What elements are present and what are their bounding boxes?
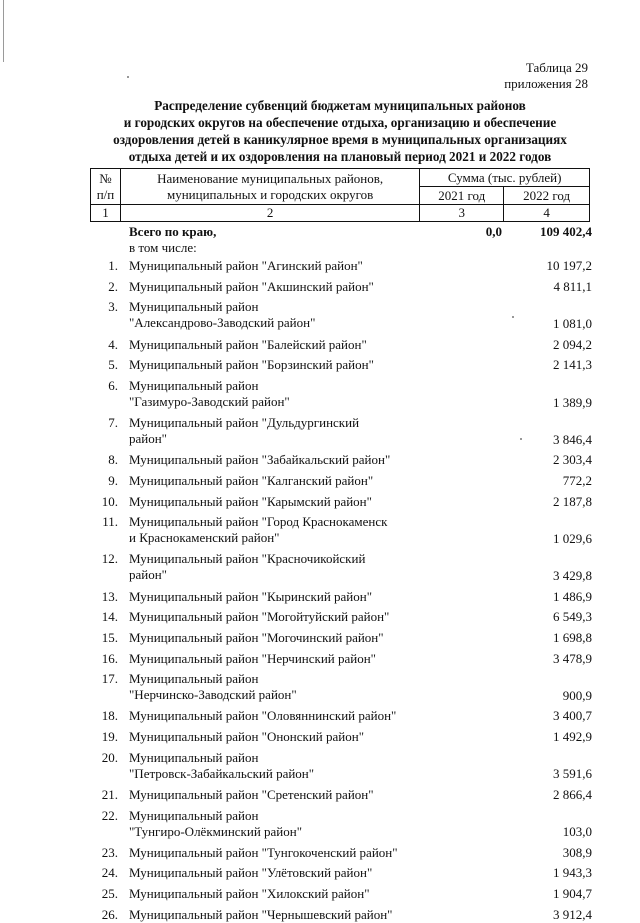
row-name [129,651,429,667]
row-name [129,589,429,605]
row-name [129,258,429,274]
row-name [129,494,429,510]
header-cell-year-2021: 2021 год [420,187,504,205]
row-value-2022: 10 197,2 [546,258,592,273]
row-number: 7. [108,415,118,430]
row-name [129,378,429,410]
row-name-line: Муниципальный район "Ононский район" [129,729,365,744]
row-number: 3. [108,299,118,315]
row-value-2022: 6 549,3 [553,609,592,625]
row-name-line: Муниципальный район "Сретенский район" [129,786,374,802]
row-number: 5. [108,357,118,373]
row-name-line: Муниципальный район "Тунгокоченский район" [129,844,398,860]
row-name-line: "Петровск-Забайкальский район" [129,765,315,781]
row-number: 19. [101,729,118,744]
row-number: 9. [108,472,118,488]
row-number: 11. [102,514,118,530]
row-name-line: Муниципальный район "Чернышевский район" [129,906,393,922]
row-name-line: Муниципальный район "Хилокский район" [129,886,370,901]
row-value-2022: 1 904,7 [553,886,592,901]
row-name [129,279,429,295]
row-value-2022: 2 141,3 [553,357,592,373]
row-name [129,750,429,782]
row-value-2022: 2 187,8 [553,493,592,509]
row-number: 16. [101,650,118,666]
row-number: 18. [101,708,118,724]
row-name [129,630,429,646]
title-line: оздоровления детей в каникулярное время в муниципальных организациях [113,132,567,147]
row-value-2022: 1 492,9 [553,729,592,744]
row-name [129,808,429,840]
row-name [129,609,429,625]
row-name-line: Муниципальный район "Балейский район" [129,336,367,352]
row-value-2022: 1 486,9 [553,588,592,604]
row-number: 20. [101,749,118,765]
title-line: и городских округов на обеспечение отдыха, организацию и обеспечение [123,115,557,130]
row-value-2022: 3 912,4 [553,906,592,922]
row-name-line: Муниципальный район "Красночикойский [129,551,366,567]
row-name-line: район" [129,567,167,583]
row-value-2022: 2 094,2 [553,336,592,352]
row-name-line: Муниципальный район "Могочинский район" [129,629,384,645]
column-index-3: 3 [420,205,504,222]
scan-edge-line [3,0,4,62]
row-name [129,415,429,447]
row-name [129,787,429,803]
row-name-line: Муниципальный район "Карымский район" [129,493,372,509]
row-number: 22. [101,807,118,823]
row-value-2022: 2 303,4 [553,452,592,468]
row-number: 4. [108,336,118,352]
row-name-line: Муниципальный район [129,749,259,765]
row-value-2022: 1 029,6 [553,530,592,546]
header-cell-name: Наименование муниципальных районов, муниципальных и городских округов [120,169,419,205]
row-value-2022: 1 943,3 [553,865,592,881]
row-number: 12. [101,551,118,567]
row-value-2022: 2 866,4 [553,786,592,802]
row-value-2022: 103,0 [562,824,592,840]
row-number: 6. [108,377,118,393]
row-name [129,514,429,546]
row-name-line: Муниципальный район "Дульдургинский [129,415,360,430]
row-name-line: Муниципальный район "Забайкальский район" [129,452,391,468]
row-name-line: Муниципальный район "Улётовский район" [129,865,373,881]
row-name-line: Муниципальный район "Агинский район" [129,258,363,273]
row-number: 8. [108,452,118,468]
row-name [129,299,429,331]
row-name-line: Муниципальный район [129,671,259,687]
row-name [129,671,429,703]
row-name-line: Муниципальный район "Борзинский район" [129,357,374,373]
row-name-line: "Александрово-Заводский район" [129,315,316,331]
row-name-line: Муниципальный район "Могойтуйский район" [129,609,390,625]
row-name-line: и Краснокаменский район" [129,530,280,546]
row-number: 21. [101,786,118,802]
table-header [90,168,590,222]
row-name-line: "Нерчинско-Заводский район" [129,687,297,703]
total-value-2021: 0,0 [485,224,502,239]
column-index-2: 2 [120,205,419,222]
row-value-2022: 3 591,6 [553,766,592,782]
row-name [129,473,429,489]
row-number: 15. [101,629,118,645]
including-label: в том числе: [129,240,197,255]
row-name-line: Муниципальный район [129,807,259,823]
row-value-2022: 308,9 [562,844,592,860]
row-name [129,845,429,861]
row-number: 14. [101,609,118,625]
row-value-2022: 1 698,8 [553,629,592,645]
row-value-2022: 3 429,8 [553,568,592,584]
row-name [129,865,429,881]
row-name-line: Муниципальный район "Нерчинский район" [129,650,376,666]
row-name [129,357,429,373]
document-title [80,97,600,165]
row-name [129,886,429,902]
row-value-2022: 900,9 [562,687,592,703]
row-name-line: Муниципальный район [129,377,259,393]
column-index-4: 4 [504,205,590,222]
row-name [129,551,429,583]
row-number: 2. [108,278,118,294]
column-index-1: 1 [91,205,121,222]
row-name-line: Муниципальный район "Калганский район" [129,472,374,488]
row-name [129,337,429,353]
row-name-line: Муниципальный район [129,299,259,315]
row-name-line: район" [129,431,167,446]
row-number: 17. [101,671,118,687]
row-name [129,907,429,923]
row-name-line: Муниципальный район "Кыринский район" [129,588,373,604]
row-name [129,452,429,468]
reference-table-number: Таблица 29 [525,60,588,75]
row-value-2022: 1 389,9 [553,394,592,410]
row-number: 10. [101,493,118,509]
title-line: отдыха детей и их оздоровления на плановый период 2021 и 2022 годов [128,149,552,164]
row-number: 23. [101,844,118,860]
row-number: 25. [101,886,118,901]
row-value-2022: 3 478,9 [553,650,592,666]
total-label: Всего по краю, [129,224,217,239]
row-name [129,729,429,745]
title-line: Распределение субвенций бюджетам муниципальных районов [154,98,526,113]
total-value-2022: 109 402,4 [540,224,592,239]
row-value-2022: 3 846,4 [553,431,592,447]
row-name-line: Муниципальный район "Город Краснокаменск [129,514,388,530]
row-number: 24. [101,865,118,881]
header-cell-number: № п/п [91,169,121,205]
reference-appendix: приложения 28 [504,76,588,91]
scan-speck [127,76,129,78]
row-name-line: "Газимуро-Заводский район" [129,393,290,409]
header-cell-sum: Сумма (тыс. рублей) [420,169,590,187]
row-value-2022: 772,2 [562,472,592,488]
row-name-line: "Тунгиро-Олёкминский район" [129,823,303,839]
row-value-2022: 1 081,0 [553,316,592,332]
row-value-2022: 4 811,1 [553,278,592,294]
header-cell-year-2022: 2022 год [504,187,590,205]
row-number: 13. [101,588,118,604]
table-reference [504,60,588,92]
row-name-line: Муниципальный район "Оловяннинский район" [129,708,397,724]
row-name [129,708,429,724]
row-name-line: Муниципальный район "Акшинский район" [129,278,374,294]
row-number: 26. [101,906,118,922]
row-number: 1. [108,258,118,273]
row-value-2022: 3 400,7 [553,708,592,724]
